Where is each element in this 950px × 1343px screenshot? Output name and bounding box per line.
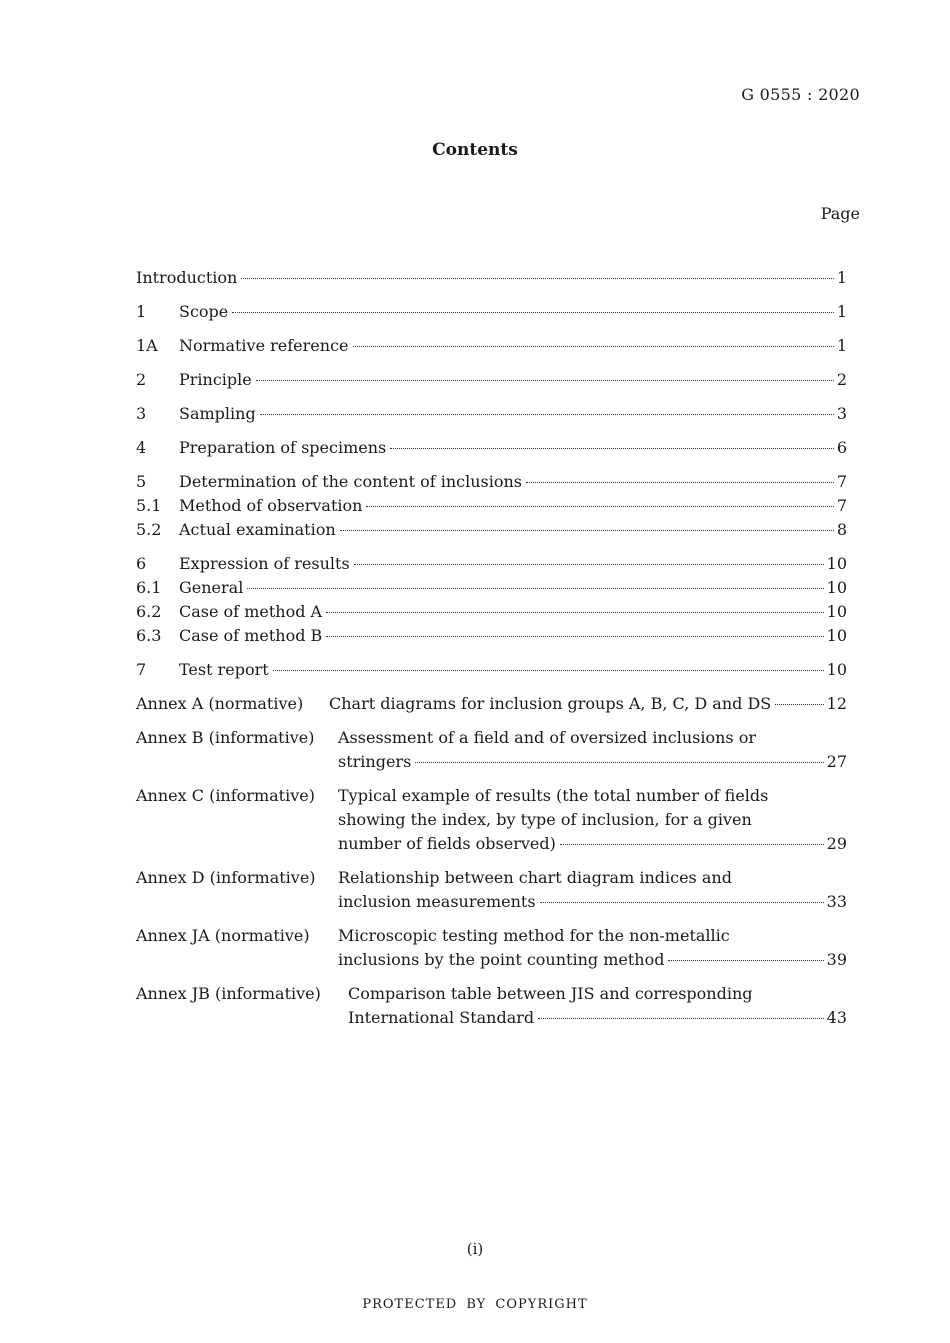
toc-entry-actual-examination[interactable] xyxy=(136,518,847,542)
dot-leader xyxy=(241,278,833,279)
toc-entry-sampling[interactable] xyxy=(136,402,847,426)
page-title: Contents xyxy=(432,140,518,160)
annex-title-line: inclusion measurements xyxy=(338,892,536,911)
toc-entry-page: 7 xyxy=(836,496,847,515)
toc-entry-method-of-observation[interactable] xyxy=(136,494,847,518)
toc-entry-case-of-method-b[interactable] xyxy=(136,624,847,648)
annex-title-line: showing the index, by type of inclusion, for a given xyxy=(338,810,752,829)
toc-entry-number: 5 xyxy=(136,472,147,491)
toc-entry-text: Method of observation xyxy=(179,496,363,515)
toc-entry-number: 7 xyxy=(136,660,147,679)
dot-leader xyxy=(326,636,823,637)
dot-leader xyxy=(775,704,823,705)
toc-entry-number: 1A xyxy=(136,336,158,355)
toc-entry-page: 2 xyxy=(836,370,847,389)
dot-leader xyxy=(260,414,834,415)
toc-entry-number: 1 xyxy=(136,302,147,321)
toc-entry-annex-c[interactable] xyxy=(136,784,847,856)
dot-leader xyxy=(366,506,833,507)
page-column-label: Page xyxy=(820,204,860,223)
dot-leader xyxy=(232,312,834,313)
toc-entry-page: 1 xyxy=(836,336,847,355)
annex-title-line: International Standard xyxy=(348,1008,535,1027)
toc-entry-annex-b[interactable] xyxy=(136,726,847,774)
toc-entry-text: Introduction xyxy=(136,268,238,287)
toc-entry-page: 10 xyxy=(826,660,847,679)
toc-entry-scope[interactable] xyxy=(136,300,847,324)
annex-title-line: number of fields observed) xyxy=(338,834,556,853)
annex-name: Annex D (informative) xyxy=(136,868,316,887)
toc-entry-page: 10 xyxy=(826,602,847,621)
toc-entry-general[interactable] xyxy=(136,576,847,600)
annex-title-line: Chart diagrams for inclusion groups A, B, C, D and DS xyxy=(329,694,772,713)
toc-entry-text: Actual examination xyxy=(179,520,336,539)
annex-title-line: Typical example of results (the total number of fields xyxy=(338,786,769,805)
toc-entry-page: 6 xyxy=(836,438,847,457)
copyright-notice: PROTECTED BY COPYRIGHT xyxy=(362,1297,588,1312)
annex-page: 43 xyxy=(826,1008,847,1027)
toc-entry-page: 8 xyxy=(836,520,847,539)
annex-title-line: Comparison table between JIS and corresponding xyxy=(348,984,753,1003)
annex-page: 27 xyxy=(826,752,847,771)
annex-page: 33 xyxy=(826,892,847,911)
annex-name: Annex JA (normative) xyxy=(136,926,310,945)
annex-page: 39 xyxy=(826,950,847,969)
toc-entry-number: 5.1 xyxy=(136,496,162,515)
dot-leader xyxy=(273,670,824,671)
toc-entry-number: 6.2 xyxy=(136,602,162,621)
toc-entry-page: 7 xyxy=(836,472,847,491)
toc-entry-text: Principle xyxy=(179,370,252,389)
annex-title-line: stringers xyxy=(338,752,412,771)
dot-leader xyxy=(353,346,834,347)
dot-leader xyxy=(247,588,823,589)
toc-entry-text: Case of method B xyxy=(179,626,323,645)
dot-leader xyxy=(340,530,834,531)
toc-entry-text: General xyxy=(179,578,244,597)
dot-leader xyxy=(256,380,834,381)
annex-name: Annex C (informative) xyxy=(136,786,315,805)
toc-entry-number: 4 xyxy=(136,438,147,457)
toc-entry-text: Sampling xyxy=(179,404,256,423)
toc-entry-annex-jb[interactable] xyxy=(136,982,847,1030)
toc-entry-text: Normative reference xyxy=(179,336,349,355)
toc-entry-expression-of-results[interactable] xyxy=(136,552,847,576)
toc-entry-preparation-of-specimens[interactable] xyxy=(136,436,847,460)
dot-leader xyxy=(390,448,834,449)
toc-entry-annex-d[interactable] xyxy=(136,866,847,914)
annex-title-line: Assessment of a field and of oversized inclusions or xyxy=(338,728,756,747)
dot-leader xyxy=(668,960,823,961)
annex-name: Annex A (normative) xyxy=(136,694,304,713)
annex-name: Annex B (informative) xyxy=(136,728,315,747)
annex-page: 12 xyxy=(826,694,847,713)
toc-entry-introduction[interactable] xyxy=(136,266,847,290)
annex-page: 29 xyxy=(826,834,847,853)
dot-leader xyxy=(354,564,824,565)
toc-entry-case-of-method-a[interactable] xyxy=(136,600,847,624)
annex-title-line: Relationship between chart diagram indices and xyxy=(338,868,732,887)
toc-entry-annex-a[interactable] xyxy=(136,692,847,716)
toc-entry-page: 10 xyxy=(826,554,847,573)
toc-entry-number: 3 xyxy=(136,404,147,423)
toc-entry-page: 1 xyxy=(836,268,847,287)
toc-entry-page: 1 xyxy=(836,302,847,321)
toc-entry-number: 6 xyxy=(136,554,147,573)
toc-entry-number: 2 xyxy=(136,370,147,389)
toc-entry-determination[interactable] xyxy=(136,470,847,494)
toc-entry-text: Expression of results xyxy=(179,554,350,573)
toc-entry-text: Case of method A xyxy=(179,602,323,621)
dot-leader xyxy=(526,482,834,483)
toc-entry-number: 6.3 xyxy=(136,626,162,645)
toc-entry-number: 6.1 xyxy=(136,578,162,597)
annex-title-line: inclusions by the point counting method xyxy=(338,950,665,969)
dot-leader xyxy=(540,902,824,903)
dot-leader xyxy=(560,844,824,845)
dot-leader xyxy=(538,1018,823,1019)
toc-entry-annex-ja[interactable] xyxy=(136,924,847,972)
toc-entry-number: 5.2 xyxy=(136,520,162,539)
toc-entry-text: Test report xyxy=(179,660,269,679)
toc-entry-text: Preparation of specimens xyxy=(179,438,387,457)
dot-leader xyxy=(415,762,823,763)
toc-entry-text: Determination of the content of inclusions xyxy=(179,472,523,491)
annex-title-line: Microscopic testing method for the non-metallic xyxy=(338,926,730,945)
document-code: G 0555 : 2020 xyxy=(741,85,860,104)
annex-name: Annex JB (informative) xyxy=(136,984,321,1003)
toc-entry-page: 10 xyxy=(826,578,847,597)
toc-entry-text: Scope xyxy=(179,302,229,321)
toc-entry-page: 3 xyxy=(836,404,847,423)
page-number: (i) xyxy=(466,1240,484,1258)
toc-entry-normative-reference[interactable] xyxy=(136,334,847,358)
toc-entry-test-report[interactable] xyxy=(136,658,847,682)
toc-entry-page: 10 xyxy=(826,626,847,645)
toc-entry-principle[interactable] xyxy=(136,368,847,392)
table-of-contents xyxy=(136,266,847,1030)
dot-leader xyxy=(326,612,824,613)
